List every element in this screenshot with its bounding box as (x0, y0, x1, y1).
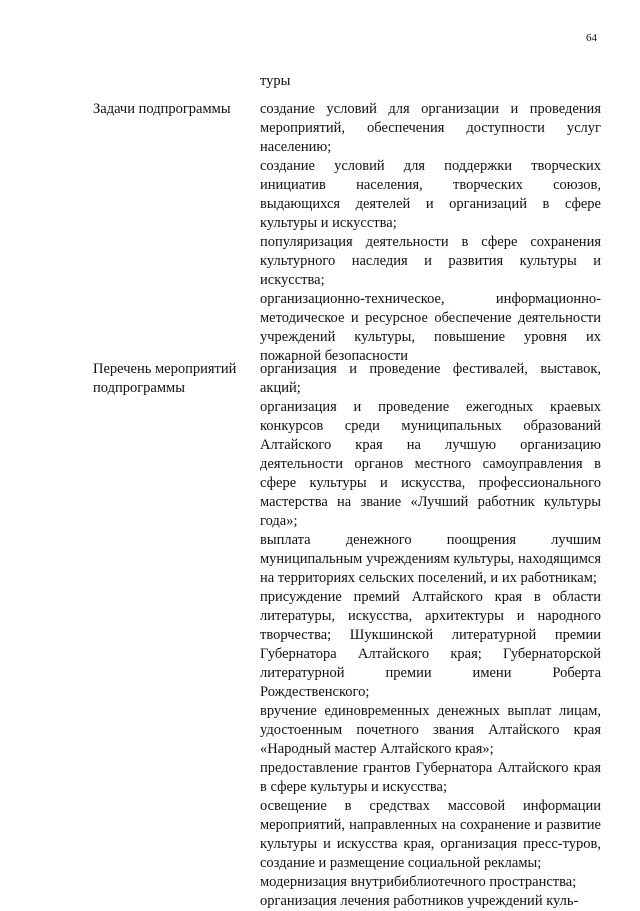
tasks-list (260, 100, 601, 366)
event-item: предоставление грантов Губернатора Алтайского края в сфере культуры и искусства; (260, 760, 601, 795)
event-item: присуждение премий Алтайского края в области литературы, искусства, архитектуры и народного творчества; Шукшинской литературной премии Губернатора Алтайского края; Губернаторской литературной премии имени Роберта Рождественского; (260, 589, 601, 700)
page-number: 64 (586, 32, 597, 44)
events-list (260, 360, 601, 911)
event-item: организация и проведение ежегодных краевых конкурсов среди муниципальных образований Алтайского края на лучшую организацию деятельности органов местного самоуправления в сфере культуры и искусства, профессионального мастерства на звание «Лучший работник культуры года»; (260, 399, 601, 529)
events-label: Перечень мероприятий подпрограммы (93, 361, 237, 396)
event-item: организация и проведение фестивалей, выставок, акций; (260, 361, 601, 396)
task-item: популяризация деятельности в сфере сохранения культурного наследия и развития культуры и искусства; (260, 234, 601, 288)
event-item: вручение единовременных денежных выплат лицам, удостоенным почетного звания Алтайского края «Народный мастер Алтайского края»; (260, 703, 601, 757)
tasks-label: Задачи подпрограммы (93, 101, 231, 117)
task-item: создание условий для поддержки творческих инициатив населения, творческих союзов, выдающихся деятелей и организаций в сфере культуры и искусства; (260, 158, 601, 231)
event-item: выплата денежного поощрения лучшим муниципальным учреждениям культуры, находящимся на территориях сельских поселений, и их работникам; (260, 532, 601, 586)
event-item: организация лечения работников учреждений куль- (260, 893, 579, 909)
event-item: модернизация внутрибиблиотечного пространства; (260, 874, 577, 890)
task-item: создание условий для организации и проведения мероприятий, обеспечения доступности услуг населению; (260, 101, 601, 155)
continuation-text: туры (260, 73, 291, 89)
task-item: организационно-техническое, информационно-методическое и ресурсное обеспечение деятельности учреждений культуры, повышение уровня их пожарной безопасности (260, 291, 601, 364)
event-item: освещение в средствах массовой информации мероприятий, направленных на сохранение и развитие культуры и искусства края, организация пресс-туров, создание и размещение социальной рекламы; (260, 798, 601, 871)
